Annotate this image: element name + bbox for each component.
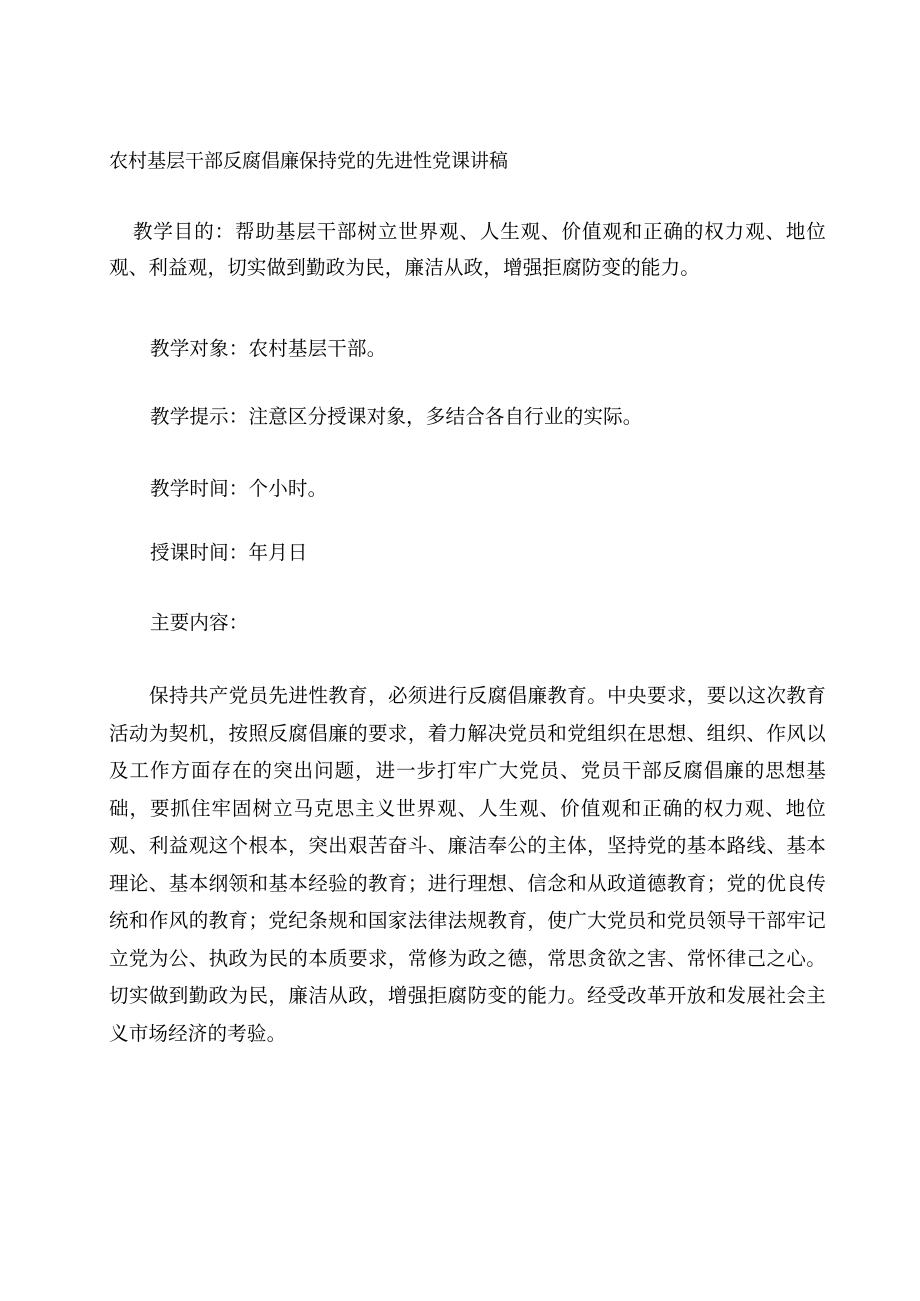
main-content-label: 主要内容： — [150, 611, 249, 634]
lecture-date-paragraph: 授课时间：年月日 — [150, 541, 308, 564]
document-title: 农村基层干部反腐倡廉保持党的先进性党课讲稿 — [109, 150, 509, 172]
body-paragraph: 保持共产党员先进性教育，必须进行反腐倡廉教育。中央要求，要以这次教育活动为契机，按照反腐倡廉的要求，着力解决党员和党组织在思想、组织、作风以及工作方面存在的突出问题，进一步打牢广大党员、党员干部反腐倡廉的思想基础，要抓住牢固树立马克思主义世界观、人生观、价值观和正确的权力观、地位观、利益观这个根本，突出艰苦奋斗、廉洁奉公的主体，坚持党的基本路线、基本理论、基本纲领和基本经验的教育；进行理想、信念和从政道德教育；党的优良传统和作风的教育；党纪条规和国家法律法规教育，使广大党员和党员领导干部牢记立党为公、执政为民的本质要求，常修为政之德，常思贪欲之害、常怀律己之心。切实做到勤政为民，廉洁从政，增强拒腐防变的能力。经受改革开放和发展社会主义市场经济的考验。 — [109, 684, 826, 1045]
teaching-hint-paragraph: 教学提示：注意区分授课对象，多结合各自行业的实际。 — [150, 405, 643, 428]
teaching-aim-paragraph: 教学目的：帮助基层干部树立世界观、人生观、价值观和正确的权力观、地位观、利益观，切实做到勤政为民，廉洁从政，增强拒腐防变的能力。 — [109, 220, 826, 279]
teaching-target-paragraph: 教学对象：农村基层干部。 — [150, 337, 387, 360]
teaching-time-paragraph: 教学时间：个小时。 — [150, 477, 328, 500]
